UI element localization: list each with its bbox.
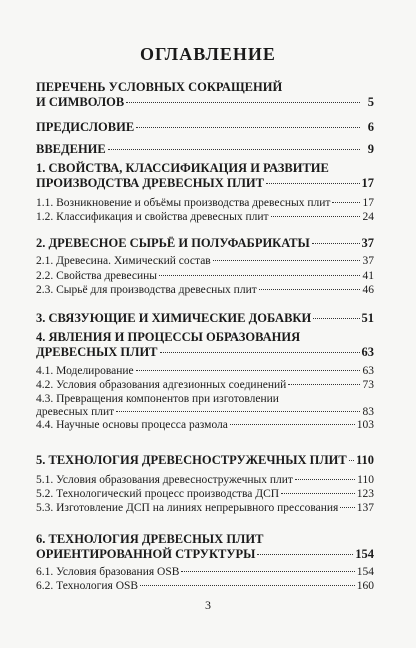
toc-entry-section-2-3 [36,284,374,297]
toc-entry-line: 4.1. Моделирование [36,365,134,377]
page-number: 46 [362,284,374,296]
toc-entry-introduction [36,142,374,157]
dot-leader [295,479,355,480]
toc-entry-section-1-2 [36,211,374,224]
page-number: 41 [362,270,374,282]
toc-entry-line: 4.4. Научные основы процесса размола [36,419,228,431]
toc-entry-section-1-1 [36,197,374,210]
toc-entry-line: 1. СВОЙСТВА, КЛАССИФИКАЦИЯ И РАЗВИТИЕ [36,161,329,175]
page-folio-number: 3 [205,598,211,612]
toc-entry-section-2-1 [36,255,374,268]
page-number: 160 [356,580,374,592]
toc-entry-line: 2. ДРЕВЕСНОЕ СЫРЬЁ И ПОЛУФАБРИКАТЫ [36,236,310,250]
toc-entry-line: ОРИЕНТИРОВАННОЙ СТРУКТУРЫ [36,547,256,561]
dot-leader [126,102,360,103]
toc-entry-line: 5.2. Технологический процесс производства ДСП [36,488,280,500]
dot-leader [332,202,360,203]
toc-entry-line: 6.1. Условия бразования OSB [36,566,180,578]
toc-entry-chapter-1 [36,161,374,191]
toc-entry-line: ДРЕВЕСНЫХ ПЛИТ [36,345,158,359]
dot-leader [140,585,355,586]
toc-entry-abbreviations [36,80,374,110]
page-number: 17 [361,176,374,190]
toc-entry-line: 2.1. Древесина. Химический состав [36,255,211,267]
page-number: 17 [362,197,374,209]
toc-entry-chapter-2 [36,236,374,251]
toc-entry-line: 2.3. Сырьё для производства древесных плит [36,284,257,296]
dot-leader [271,216,360,217]
toc-entry-preface [36,120,374,135]
page-number: 137 [356,502,374,514]
toc-entry-line: 1.2. Классификация и свойства древесных плит [36,211,269,223]
page-number: 63 [361,345,374,359]
dot-leader [136,127,360,128]
toc-entry-section-2-2 [36,270,374,283]
dot-leader [159,275,360,276]
toc-entry-line: 2.2. Свойства древесины [36,270,158,282]
toc-entry-line: 3. СВЯЗУЮЩИЕ И ХИМИЧЕСКИЕ ДОБАВКИ [36,311,312,325]
toc-entry-line: 5.1. Условия образования древесностружечных плит [36,474,293,486]
toc-entry-line: 4.2. Условия образования адгезионных соединений [36,379,287,391]
dot-leader [160,352,360,353]
dot-leader [288,384,360,385]
toc-entry-line: древесных плит [36,406,115,418]
page-number: 110 [357,474,374,486]
page-number: 63 [362,365,374,377]
toc-entry-section-5-3 [36,502,374,515]
toc-entry-line: 4.3. Превращения компонентов при изготовлении [36,393,279,405]
dot-leader [181,571,354,572]
dot-leader [259,289,360,290]
page-number: 37 [361,236,374,250]
toc-entry-section-4-2 [36,379,374,392]
page-number: 73 [362,379,374,391]
dot-leader [340,507,354,508]
dot-leader [312,243,360,244]
toc-entry-line: ПРОИЗВОДСТВА ДРЕВЕСНЫХ ПЛИТ [36,176,264,190]
dot-leader [349,460,354,461]
toc-entry-chapter-5 [36,453,374,468]
toc-entry-line: 5.3. Изготовление ДСП на линиях непрерывного прессования [36,502,339,514]
toc-entry-line: ПЕРЕЧЕНЬ УСЛОВНЫХ СОКРАЩЕНИЙ [36,80,283,94]
toc-entry-chapter-3 [36,311,374,326]
toc-entry-line: 5. ТЕХНОЛОГИЯ ДРЕВЕСНОСТРУЖЕЧНЫХ ПЛИТ [36,453,347,467]
page-number: 51 [361,311,374,325]
toc-entry-section-6-1 [36,566,374,579]
dot-leader [136,370,360,371]
toc-entry-line: 4. ЯВЛЕНИЯ И ПРОЦЕССЫ ОБРАЗОВАНИЯ [36,330,301,344]
toc-entry-section-4-1 [36,365,374,378]
toc-entry-section-5-1 [36,474,374,487]
toc-entry-chapter-4 [36,330,374,360]
toc-entry-line: И СИМВОЛОВ [36,95,125,109]
page-number: 123 [356,488,374,500]
toc-entry-section-5-2 [36,488,374,501]
page-number: 9 [367,142,374,156]
toc-entry-line: 1.1. Возникновение и объёмы производства древесных плит [36,197,331,209]
page-title: ОГЛАВЛЕНИЕ [140,44,276,64]
dot-leader [257,554,353,555]
toc-entry-section-6-2 [36,580,374,593]
page-number: 37 [362,255,374,267]
page-number: 154 [356,566,374,578]
toc-entry-line: ПРЕДИСЛОВИЕ [36,120,135,134]
toc-entry-section-4-4 [36,419,374,432]
page-number: 24 [362,211,374,223]
page-number: 83 [362,406,374,418]
toc-entry-line: 6.2. Технология OSB [36,580,139,592]
page-number: 5 [367,95,374,109]
toc-entry-section-4-3 [36,393,374,419]
dot-leader [313,318,359,319]
dot-leader [213,260,360,261]
toc-entry-line: 6. ТЕХНОЛОГИЯ ДРЕВЕСНЫХ ПЛИТ [36,532,264,546]
dot-leader [108,149,360,150]
dot-leader [281,493,355,494]
dot-leader [266,183,360,184]
dot-leader [230,424,355,425]
page-number: 154 [355,547,374,561]
dot-leader [116,411,360,412]
toc-entry-chapter-6 [36,532,374,562]
page-number: 103 [356,419,374,431]
toc-entry-line: ВВЕДЕНИЕ [36,142,106,156]
page-number: 6 [367,120,374,134]
page-number: 110 [355,453,374,467]
